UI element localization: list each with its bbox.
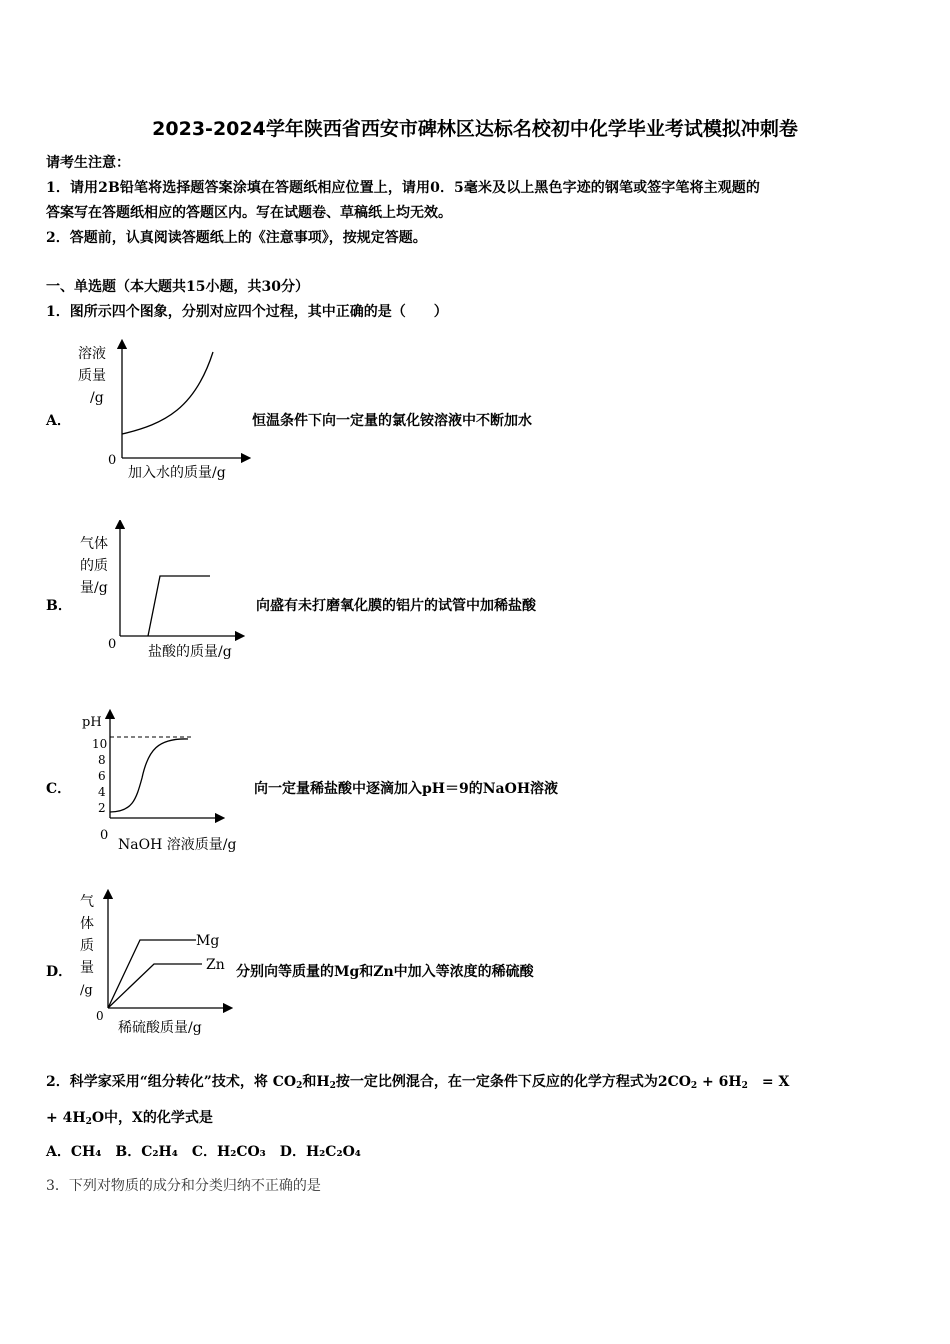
graph-c-origin: 0 [100, 828, 109, 843]
graph-b-ylabel-2: 的质 [80, 558, 108, 574]
graph-c-tick-8: 8 [98, 753, 106, 767]
graph-a-ylabel-3: /g [90, 390, 104, 406]
graph-d-xlabel: 稀硫酸质量/g [118, 1020, 202, 1036]
graph-b [70, 520, 260, 665]
graph-b-ylabel-3: 量/g [80, 580, 108, 596]
graph-c-tick-4: 4 [98, 785, 106, 799]
graph-b-origin: 0 [108, 637, 117, 652]
graph-a-xlabel: 加入水的质量/g [128, 465, 226, 481]
graph-a-origin: 0 [108, 453, 117, 468]
question-2-stem-line1: 2．科学家采用“组分转化”技术，将 $CO_2$和$H_2$按一定比例混合，在一定条件下反应的化学方程式为$2CO_2 + 6H_2$ = X [46, 1074, 790, 1091]
graph-c-xlabel: NaOH 溶液质量/g [118, 837, 237, 853]
notice-item-1b: 答案写在答题纸相应的答题区内。写在试题卷、草稿纸上均无效。 [46, 205, 452, 221]
graph-d-ylabel-3: 质 [80, 938, 94, 954]
graph-a-ylabel-1: 溶液 [78, 346, 106, 362]
graph-a [70, 338, 260, 486]
graph-b-ylabel-1: 气体 [80, 536, 108, 552]
graph-c-tick-6: 6 [98, 769, 106, 783]
option-b-desc: 向盛有未打磨氧化膜的铝片的试管中加稀盐酸 [256, 598, 536, 614]
graph-d-ylabel-4: 量 [80, 960, 94, 976]
graph-b-curve [148, 576, 210, 636]
graph-c-tick-2: 2 [98, 801, 106, 815]
notice-item-1a: 1．请用2B铅笔将选择题答案涂填在答题纸相应位置上，请用0．5毫米及以上黑色字迹的钢笔或签字笔将主观题的 [46, 180, 760, 196]
graph-c-ylabel: pH [82, 715, 102, 730]
graph-c-tick-10: 10 [92, 737, 108, 751]
question-1-stem: 1．图所示四个图象，分别对应四个过程，其中正确的是（ ） [46, 304, 448, 320]
graph-a-curve [122, 352, 213, 434]
graph-d-zn-line [108, 964, 202, 1008]
question-2-options: A．CH₄ B．C₂H₄ C．H₂CO₃ D．H₂C₂O₄ [46, 1144, 361, 1160]
notice-item-2: 2．答题前，认真阅读答题纸上的《注意事项》，按规定答题。 [46, 230, 427, 246]
graph-d-ylabel-1: 气 [80, 894, 94, 910]
graph-d-ylabel-2: 体 [80, 916, 94, 932]
option-c-label: C． [46, 781, 72, 797]
notice-heading: 请考生注意： [46, 155, 130, 171]
graph-d [70, 888, 240, 1040]
graph-b-xlabel: 盐酸的质量/g [148, 644, 232, 660]
graph-d-mg-line [108, 940, 196, 1008]
option-a-desc: 恒温条件下向一定量的氯化铵溶液中不断加水 [252, 413, 532, 429]
graph-d-series-mg: Mg [196, 933, 220, 949]
question-3-stem: 3．下列对物质的成分和分类归纳不正确的是 [46, 1178, 321, 1194]
graph-d-ylabel-5: /g [80, 983, 93, 998]
section-heading: 一、单选题（本大题共15小题，共30分） [46, 279, 309, 295]
question-2-stem-line2: + $4H_2O$中，X的化学式是 [46, 1110, 213, 1127]
graph-c [70, 708, 260, 858]
graph-d-series-zn: Zn [206, 957, 225, 973]
page-title: 2023-2024学年陕西省西安市碑林区达标名校初中化学毕业考试模拟冲刺卷 [152, 118, 798, 140]
option-d-desc: 分别向等质量的Mg和Zn中加入等浓度的稀硫酸 [236, 964, 534, 980]
option-a-label: A． [46, 413, 71, 429]
graph-c-curve [110, 739, 188, 812]
option-b-label: B． [46, 598, 72, 614]
graph-a-ylabel-2: 质量 [78, 368, 106, 384]
option-d-label: D． [46, 964, 73, 980]
option-c-desc: 向一定量稀盐酸中逐滴加入pH＝9的NaOH溶液 [254, 781, 559, 797]
graph-d-origin: 0 [96, 1009, 104, 1023]
